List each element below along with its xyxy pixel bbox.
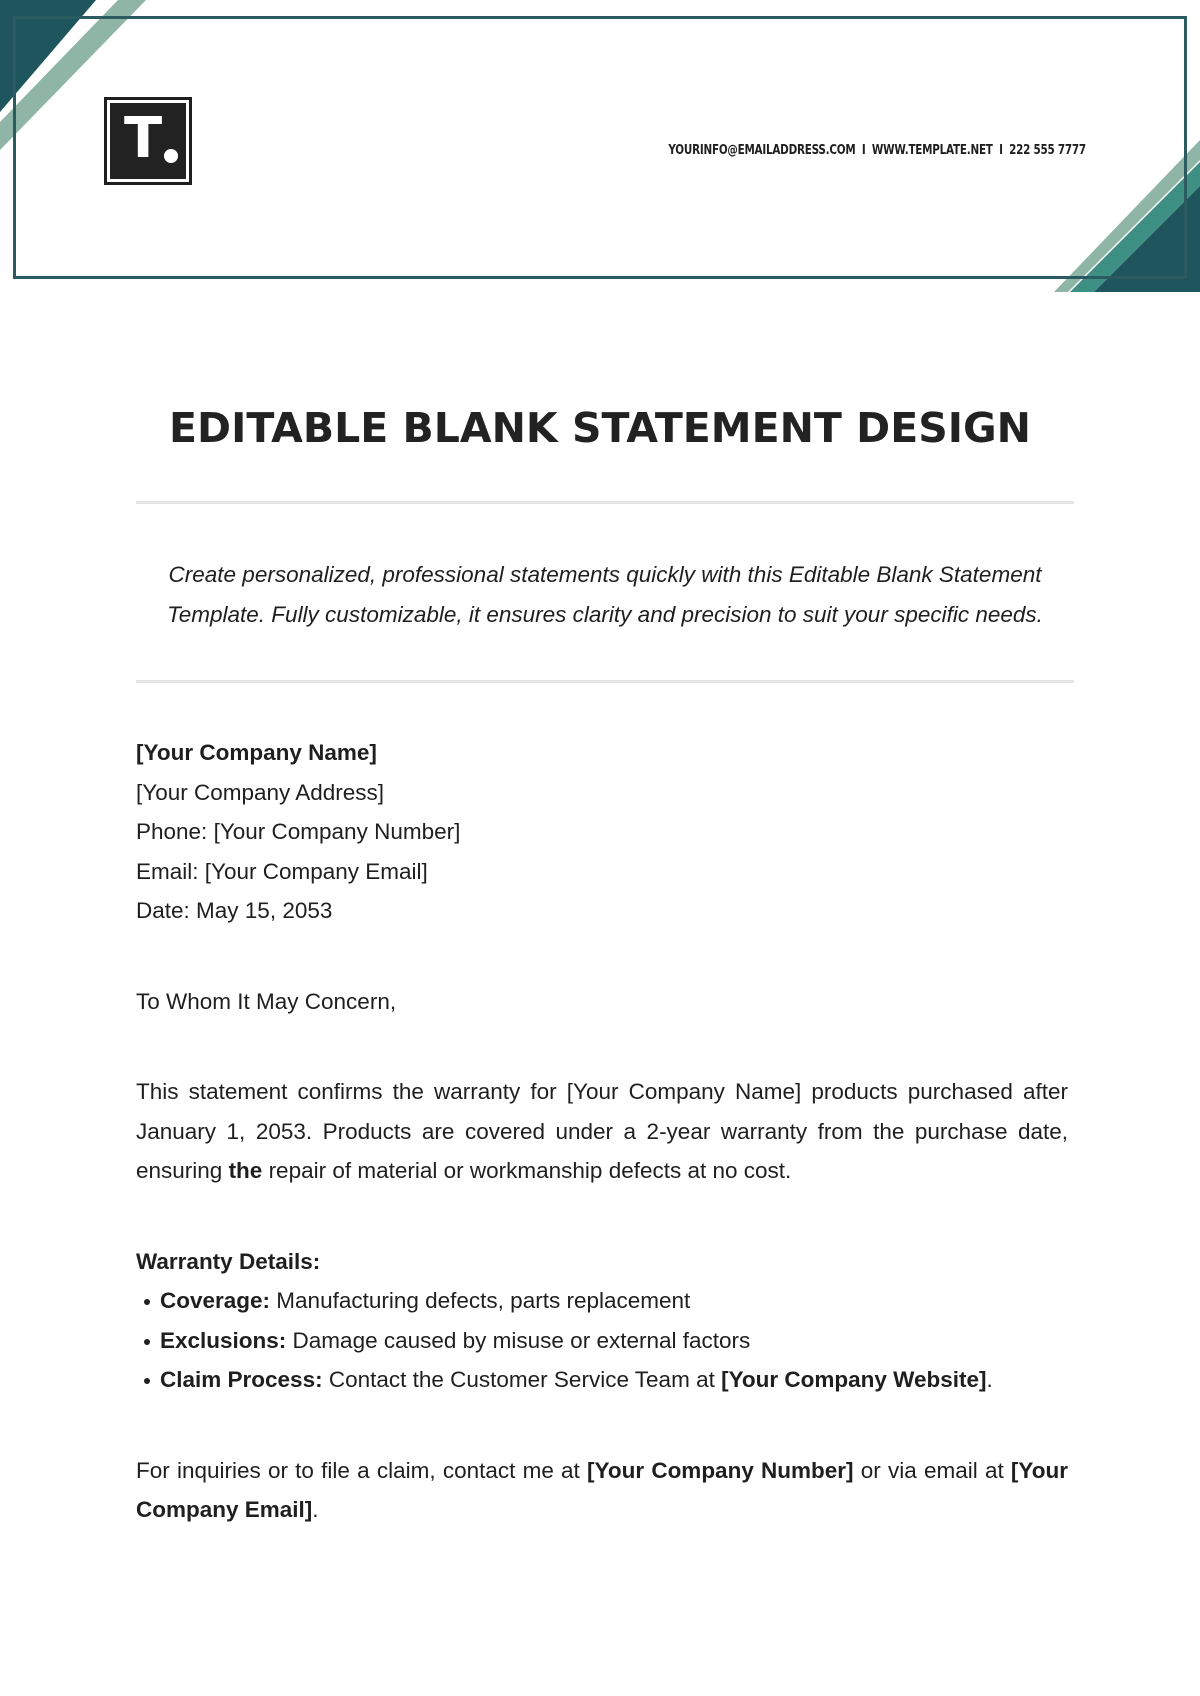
header-email[interactable]: YOURINFO@EMAILADDRESS.COM — [668, 143, 856, 158]
company-phone: Phone: [Your Company Number] — [136, 819, 461, 844]
divider-bottom — [136, 680, 1074, 683]
spacer — [136, 1400, 1068, 1451]
document-title: EDITABLE BLANK STATEMENT DESIGN — [169, 404, 1031, 452]
item-text: Manufacturing defects, parts replacement — [270, 1288, 691, 1313]
header-website[interactable]: WWW.TEMPLATE.NET — [872, 143, 993, 158]
body-emphasis: the — [228, 1158, 263, 1183]
closing-paragraph — [136, 1451, 1068, 1530]
logo-dot — [164, 149, 178, 163]
header-phone: 222 555 7777 — [1009, 143, 1086, 158]
header-separator: I — [862, 143, 866, 158]
divider-top — [136, 501, 1074, 504]
item-text: Contact the Customer Service Team at — [322, 1367, 722, 1392]
spacer — [136, 931, 1068, 982]
item-label: Claim Process: — [160, 1367, 323, 1392]
closing-email: [Your Company Email] — [136, 1457, 1068, 1522]
item-tail: . — [986, 1367, 993, 1392]
warranty-heading: Warranty Details: — [136, 1248, 321, 1274]
closing-number: [Your Company Number] — [587, 1457, 854, 1483]
company-logo — [104, 97, 192, 185]
closing-text: For inquiries or to file a claim, contact me at — [136, 1457, 588, 1483]
logo-letter: T — [124, 106, 163, 171]
statement-body — [136, 733, 1068, 1530]
salutation: To Whom It May Concern, — [136, 988, 397, 1014]
item-strong: [Your Company Website] — [721, 1367, 987, 1392]
intro-paragraph: Create personalized, professional statements quickly with this Editable Blank Statement Template. Fully customizable, it ensures clarity and precision to suit your specific needs. — [167, 562, 1043, 627]
list-item — [136, 1360, 1068, 1400]
closing-tail: . — [312, 1497, 319, 1522]
spacer — [136, 1021, 1068, 1072]
list-item — [136, 1321, 1068, 1361]
spacer — [136, 1191, 1068, 1242]
item-text: Damage caused by misuse or external factors — [286, 1327, 751, 1353]
warranty-list — [136, 1281, 1068, 1400]
item-label: Exclusions: — [160, 1327, 287, 1353]
body-text: repair of material or workmanship defects at no cost. — [262, 1158, 792, 1183]
closing-text: or via email at — [853, 1457, 1011, 1483]
header-contact-line — [669, 143, 1086, 158]
body-text: This statement confirms the warranty for [Your Company Name] products purchased after January 1, 2053. Products are covered under a 2-year warranty from the purchase date, ensuring — [136, 1079, 1068, 1183]
company-address: [Your Company Address] — [136, 779, 385, 805]
warranty-statement-paragraph — [136, 1072, 1068, 1191]
list-item — [136, 1281, 1068, 1321]
company-email: Email: [Your Company Email] — [136, 858, 428, 884]
company-name: [Your Company Name] — [136, 740, 377, 765]
item-label: Coverage: — [160, 1288, 271, 1313]
statement-date: Date: May 15, 2053 — [136, 898, 333, 923]
company-block — [136, 733, 1068, 931]
header-separator: I — [999, 143, 1003, 158]
logo-mark — [110, 103, 186, 179]
